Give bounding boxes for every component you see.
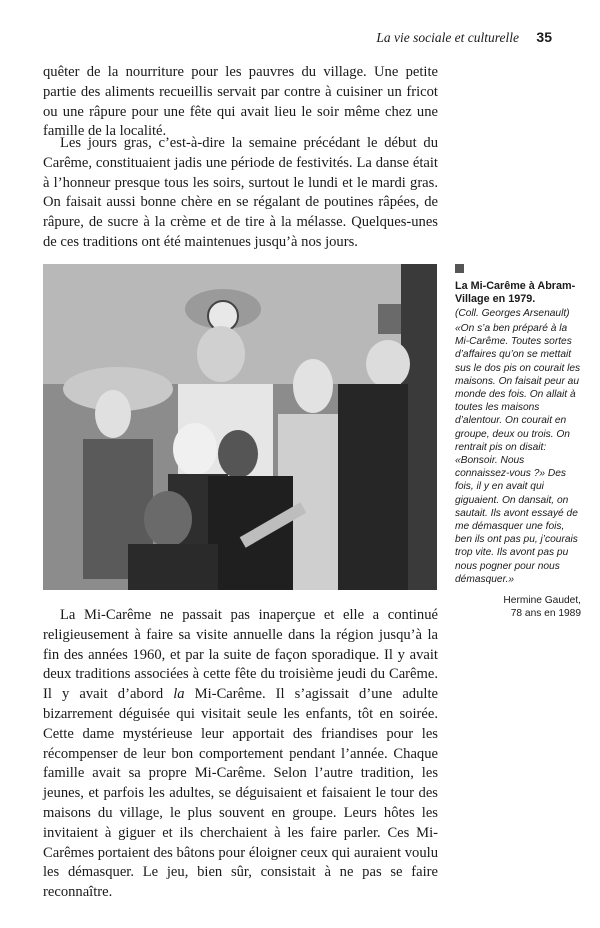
paragraph-mi-careme: [43, 606, 438, 903]
caption-title: La Mi-Carême à Abram-Village en 1979.: [455, 280, 576, 305]
costumed-group-photo-illustration: [43, 264, 437, 590]
caption-attribution: [455, 594, 581, 620]
paragraph-3-start: La Mi-Carême ne passait pas inaperçue et elle a continué religieusement à faire sa visite annuelle dans la région jusqu’à la fin des années 1960, et par la suite de façon sporadique. Il y avait deux traditions associées à cette fête du troisième jeudi du Carême. Il y avait d’abord: [43, 607, 438, 703]
caption-author-name: Hermine Gaudet,: [503, 595, 581, 607]
paragraph-continued: quêter de la nourriture pour les pauvres du village. Une petite partie des aliments recueillis servait par contre à cuisiner un fricot ou une râpure pour une fête qui avait lieu le soir même chez une famille de la localité.: [43, 64, 438, 140]
paragraph-jours-gras: Les jours gras, c’est-à-dire la semaine précédant le début du Carême, constituaient jadis une période de festivités. La danse était à l’honneur presque tous les soirs, surtout le lundi et le mardi gras. On faisait aussi bonne chère en se régalant de poutines râpées, de râpure, de sucre à la crème et de tire à la mélasse. Quelques-unes de ces traditions ont été maintenues jusqu’à nos jours.: [43, 135, 438, 250]
caption-author-age: 78 ans en 1989: [510, 608, 581, 620]
paragraph-3-end: Mi-Carême. Il s’agissait d’une adulte bizarrement déguisée qui visitait seule les enfants, tôt en soirée. Cette dame mystérieuse leur apportait des friandises pour les récompenser de leur bon comportement pendant l’année. Chaque famille avait sa propre Mi-Carême. Selon l’autre tradition, les jeunes, et parfois les adultes, se déguisaient et faisaient le tour des maisons du village, le plus souvent en groupe. Leurs hôtes les invitaient à giguer et ils cherchaient à les faire parler. Ces Mi-Carêmes portaient des bâtons pour éloigner ceux qui auraient voulu les démasquer. Le jeu, bien sûr, consistait à ne pas se faire reconnaître.: [43, 686, 438, 901]
photo-caption: [455, 264, 581, 620]
running-header: [48, 29, 552, 46]
section-title: La vie sociale et culturelle: [376, 30, 520, 45]
page-number: 35: [536, 29, 552, 45]
caption-collection: (Coll. Georges Arsenault): [455, 308, 570, 319]
paragraph-3-italic-word: la: [173, 686, 185, 703]
mi-careme-photo: [43, 264, 437, 590]
caption-quote: «On s’a ben préparé à la Mi-Carême. Toutes sortes d’affaires qu’on se mettait sus le dos pis on courait les maisons. On faisait peur au monde des fois. On allait à toutes les maisons d’alentour. On courait en groupe, deux ou trois. On rentrait pis on disait: «Bonsoir. Nous connaissez-vous ?» Des fois, il y en avait qui giguaient. On dansait, on sautait. Ils avont essayé de me démasquer une fois, ben ils ont pas pu, j’courais trop vite. Ils avont pas pu nous pogner pour nous démasquer.»: [455, 323, 581, 585]
caption-marker: [455, 264, 464, 273]
